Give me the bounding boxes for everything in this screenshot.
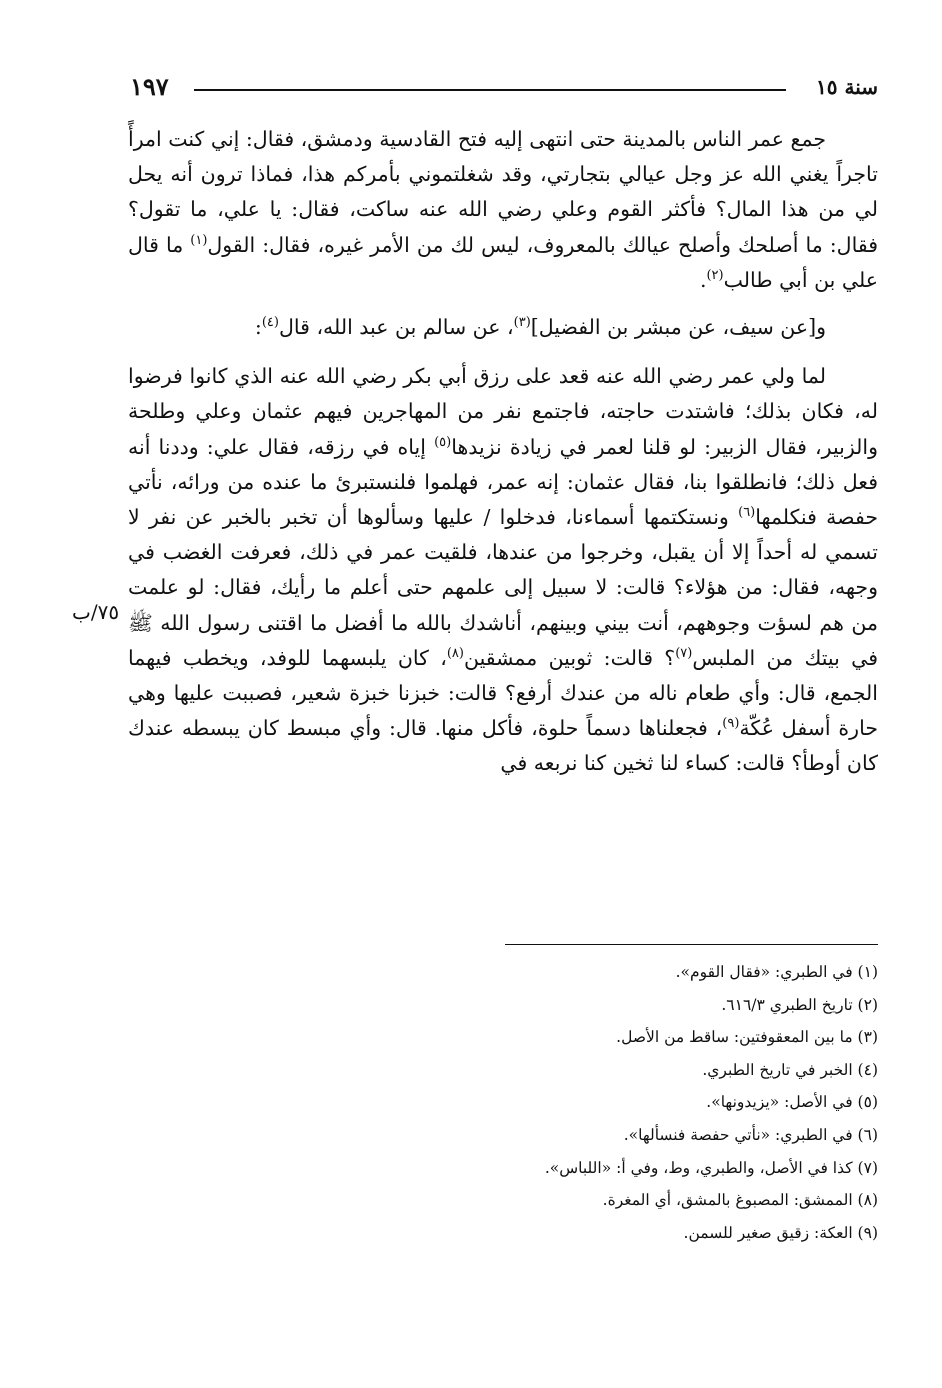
paragraph-2-text: و[عن سيف، عن مبشر بن الفضيل] <box>530 315 826 340</box>
paragraph-3-run-b: ونستكتمها أسماءنا، فدخلوا / عليها وسألوها أن تخبر بالخبر عن نفر لا تسمي له أحداً إلا أن يقبل، وخرجوا من عندها، فلقيت عمر في ذلك، فعرفت الغضب في وجهه، فقال: من هؤلاء؟ قالت: لا سبيل إلى علمهم حتى أعلم ما رأيك، فقال: لو علمت من هم لسؤت وجوههم، أنت بيني وبينهم، أناشدك بالله ما أفضل ما اقتنى رسول الله ﷺ في بيتك من الملبس <box>128 505 878 670</box>
paragraph-3-run-a: إياه في رزقه، فقال علي: وددنا أنه فعل ذلك؛ فانطلقوا بنا، فقال عثمان: إنه عمر، فهلموا فلنستبرئ ما عنده من ورائه، نأتي حفصة فنكلمها <box>128 434 878 530</box>
footnotes <box>400 956 878 1249</box>
footnote-2: (٢) تاريخ الطبري ٦١٦/٣. <box>721 995 878 1014</box>
paragraph-1-end: . <box>699 267 707 292</box>
footnote-4: (٤) الخبر في تاريخ الطبري. <box>702 1060 878 1079</box>
paragraph-1-tail: ما قال علي بن أبي طالب <box>128 232 878 292</box>
footnote-ref-7: (٧) <box>675 646 693 662</box>
footnote-ref-3: (٣) <box>513 315 531 331</box>
paragraph-3-run-c: ؟ قالت: ثوبين ممشقين <box>463 645 676 670</box>
paragraph-2 <box>128 310 878 345</box>
footnote-ref-1: (١) <box>190 232 208 248</box>
footnote-ref-9: (٩) <box>722 716 740 732</box>
running-head-year: سنة ١٥ <box>816 75 878 99</box>
footnote-ref-4: (٤) <box>261 315 279 331</box>
margin-folio-note: ٧٥/ب <box>72 600 120 624</box>
paragraph-2-mid: ، عن سالم بن عبد الله، قال <box>278 315 514 340</box>
paragraph-2-end: : <box>254 315 262 340</box>
footnote-ref-8: (٨) <box>446 646 464 662</box>
footnote-ref-6: (٦) <box>738 505 756 521</box>
paragraph-1 <box>128 122 878 298</box>
footnote-rule <box>505 944 878 945</box>
footnote-7: (٧) كذا في الأصل، والطبري، وط، وفي أ: «اللباس». <box>544 1158 878 1177</box>
footnote-3: (٣) ما بين المعقوفتين: ساقط من الأصل. <box>616 1028 878 1047</box>
page-number: ١٩٧ <box>130 72 169 101</box>
page-header <box>130 70 878 104</box>
paragraph-3-run-e: ، فجعلناها دسماً حلوة، فأكل منها. قال: وأي مبسط كان يبسطه عندك كان أوطأ؟ قالت: كساء لنا ثخين كنا نربعه في <box>128 716 878 776</box>
footnote-8: (٨) الممشق: المصبوغ بالمشق، أي المغرة. <box>602 1191 878 1210</box>
paragraph-1-text: جمع عمر الناس بالمدينة حتى انتهى إليه فتح القادسية ودمشق، فقال: إني كنت امرأً تاجراً يغني الله عز وجل عيالي بتجارتي، وقد شغلتموني بأمركم هذا، فماذا ترون أنه يحل لي من هذا المال؟ فأكثر القوم وعلي رضي الله عنه ساكت، فقال: يا علي، ما تقول؟ فقال: ما أصلحك وأصلح عيالك بالمعروف، ليس لك من الأمر غيره، فقال: القول <box>128 127 878 257</box>
header-rule <box>194 89 786 91</box>
main-text <box>128 122 878 782</box>
footnote-ref-5: (٥) <box>434 434 452 450</box>
paragraph-3-run-d: ، كان يلبسهما للوفد، ويخطب فيهما الجمع، قال: وأي طعام ناله من عندك أرفع؟ قالت: خبزنا خبزة شعير، فصببت عليها وهي حارة أسفل عُكّة <box>128 645 878 741</box>
paragraph-3-text: لما ولي عمر رضي الله عنه قعد على رزق أبي بكر رضي الله عنه الذي كانوا فرضوا له، فكان بذلك؛ فاشتدت حاجته، فاجتمع نفر من المهاجرين فيهم عثمان وعلي وطلحة والزبير، فقال الزبير: لو قلنا لعمر في زيادة نزيدها <box>128 364 879 459</box>
footnote-ref-2: (٢) <box>706 267 724 283</box>
footnote-5: (٥) في الأصل: «يزيدونها». <box>706 1093 878 1112</box>
footnote-6: (٦) في الطبري: «نأتي حفصة فنسألها». <box>623 1125 878 1144</box>
paragraph-3 <box>128 359 878 781</box>
footnote-1: (١) في الطبري: «فقال القوم». <box>675 963 878 981</box>
footnote-9: (٩) العكة: زقيق صغير للسمن. <box>683 1223 878 1242</box>
